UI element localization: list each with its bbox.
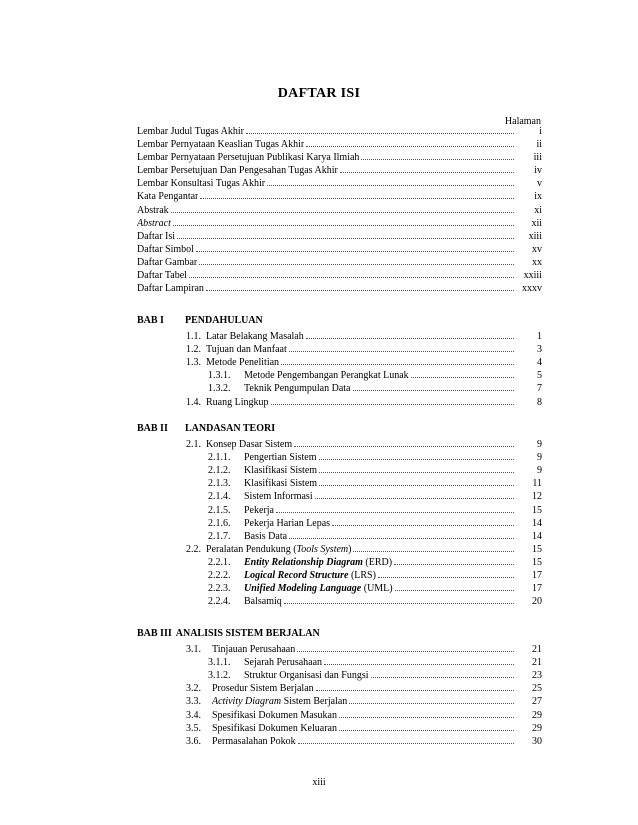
dot-leader [281,356,514,365]
chapter-number: BAB II [137,423,168,434]
toc-entry [137,190,542,203]
dot-leader [289,343,514,352]
dot-leader [378,569,514,578]
toc-entry [208,530,542,543]
label-suffix: Sistem Berjalan [281,696,348,707]
dot-leader [411,369,514,378]
toc-entry [208,517,542,530]
dot-leader [200,190,514,199]
toc-entry-label: Lembar Pernyataan Persetujuan Publikasi Karya Ilmiah [137,152,360,163]
chapter-heading [137,422,275,435]
dot-leader [349,695,514,704]
dot-leader [206,282,514,291]
toc-entry-page: 14 [532,518,542,529]
label-italic: Activity Diagram [212,696,282,707]
chapter-number: BAB I [137,315,164,326]
toc-entry-page: 23 [532,670,542,681]
toc-entry-page: 17 [532,583,542,594]
toc-entry [137,177,542,190]
toc-entry [137,164,542,177]
toc-entry-label: Lembar Pernyataan Keaslian Tugas Akhir [137,139,305,150]
toc-entry-page: 30 [532,736,542,747]
label-italic: Entity Relationship Diagram [244,557,363,568]
toc-entry [186,330,542,343]
dot-leader [177,230,514,239]
toc-entry-page: xxiii [523,270,542,281]
toc-entry-page: 21 [532,644,542,655]
toc-entry-number: 3.1. [186,644,201,655]
dot-leader [394,556,514,565]
toc-entry [208,569,542,582]
toc-entry [186,438,542,451]
label-italic: Unified Modeling Language [244,583,362,594]
toc-entry-label [244,556,392,569]
chapter-title: ANALISIS SISTEM BERJALAN [175,628,320,639]
dot-leader [199,256,514,265]
toc-entry-label: Pekerja [244,505,274,516]
toc-entry-page: 9 [537,439,542,450]
toc-entry-label: Metode Penelitian [206,357,280,368]
toc-entry-page: 29 [532,723,542,734]
dot-leader [246,125,514,134]
toc-entry-number: 3.2. [186,683,201,694]
toc-entry-label: Ruang Lingkup [206,397,269,408]
toc-entry-label: Struktur Organisasi dan Fungsi [244,670,369,681]
toc-entry-number: 2.1.6. [208,518,231,529]
toc-entry [137,230,542,243]
toc-entry-label: Sejarah Perusahaan [244,657,323,668]
toc-entry [137,138,542,151]
dot-leader [171,204,514,213]
dot-leader [332,517,514,526]
toc-entry-label: Klasifikasi Sistem [244,478,318,489]
toc-entry [137,282,542,295]
halaman-label: Halaman [504,116,541,127]
toc-entry-page: xiii [528,231,542,242]
toc-entry-label: Latar Belakang Masalah [206,331,304,342]
toc-entry-number: 1.2. [186,344,201,355]
label-suffix: ) [348,544,352,555]
toc-entry-label: Kata Pengantar [137,191,199,202]
toc-entry-label: Basis Data [244,531,288,542]
dot-leader [294,438,514,447]
toc-entry-page: 27 [532,696,542,707]
toc-entry-page: 15 [532,557,542,568]
toc-entry-label: Prosedur Sistem Berjalan [212,683,314,694]
toc-entry-label: Pengertian Sistem [244,452,317,463]
toc-entry-page: xx [532,257,542,268]
chapter-title: LANDASAN TEORI [185,423,276,434]
toc-entry-label [206,543,351,556]
toc-entry-page: 1 [537,331,542,342]
toc-entry [208,595,542,608]
toc-entry-label: Lembar Persetujuan Dan Pengesahan Tugas Akhir [137,165,338,176]
toc-entry-number: 3.6. [186,736,201,747]
dot-leader [353,543,514,552]
toc-entry-label: Daftar Gambar [137,257,198,268]
toc-entry-label: Daftar Isi [137,231,176,242]
toc-entry-number: 2.1.1. [208,452,231,463]
toc-entry-label: Konsep Dasar Sistem [206,439,293,450]
toc-entry [208,451,542,464]
toc-entry-page: 15 [532,544,542,555]
toc-entry-page: 29 [532,710,542,721]
toc-entry-label: Lembar Judul Tugas Akhir [137,126,244,137]
toc-entry-page: xii [531,218,542,229]
toc-entry-page: xv [532,244,542,255]
toc-entry-page: iv [534,165,542,176]
dot-leader [319,451,515,460]
dot-leader [395,582,514,591]
toc-entry-number: 3.4. [186,710,201,721]
toc-entry-label: Teknik Pengumpulan Data [244,383,351,394]
toc-entry [137,204,542,217]
toc-entry [186,396,542,409]
toc-entry [186,682,542,695]
toc-entry-label [244,582,393,595]
dot-leader [306,138,514,147]
label-italic: Logical Record Structure [244,570,349,581]
toc-entry-number: 2.1.3. [208,478,231,489]
toc-entry [186,643,542,656]
toc-entry-page: 15 [532,505,542,516]
toc-entry-page: iii [533,152,542,163]
toc-entry [208,369,542,382]
toc-entry [186,709,542,722]
toc-entry-label: Daftar Lampiran [137,283,204,294]
toc-entry [186,722,542,735]
dot-leader [267,177,514,186]
toc-entry-label: Daftar Tabel [137,270,187,281]
dot-leader [284,595,514,604]
dot-leader [306,330,514,339]
toc-entry [208,490,542,503]
toc-entry-label: Spesifikasi Dokumen Masukan [212,710,337,721]
toc-entry-page: v [537,178,542,189]
toc-entry-page: 9 [537,465,542,476]
toc-entry-label: Sistem Informasi [244,491,313,502]
dot-leader [276,504,514,513]
toc-entry [208,656,542,669]
toc-entry-page: i [539,126,542,137]
toc-entry-number: 1.3.1. [208,370,231,381]
toc-entry-number: 2.2.4. [208,596,231,607]
toc-entry-label: Balsamiq [244,596,282,607]
dot-leader [353,382,515,391]
toc-entry-number: 2.2.2. [208,570,231,581]
toc-entry [186,356,542,369]
toc-entry [186,543,542,556]
toc-entry [208,504,542,517]
toc-entry-number: 3.1.1. [208,657,231,668]
toc-entry-number: 2.1.2. [208,465,231,476]
toc-entry [208,669,542,682]
toc-entry [186,735,542,748]
chapter-heading [137,627,320,640]
toc-entry-page: 8 [537,397,542,408]
toc-entry [208,477,542,490]
toc-entry-number: 3.5. [186,723,201,734]
toc-entry [208,582,542,595]
dot-leader [271,396,515,405]
toc-entry-page: 3 [537,344,542,355]
toc-entry-label: Abstrak [137,205,169,216]
toc-entry [208,556,542,569]
toc-entry-number: 1.3.2. [208,383,231,394]
label-prefix: Peralatan Pendukung ( [206,544,297,555]
dot-leader [289,530,514,539]
chapter-title: PENDAHULUAN [185,315,263,326]
toc-entry-label: Spesifikasi Dokumen Keluaran [212,723,337,734]
toc-entry-label [244,569,376,582]
toc-entry-number: 2.1.7. [208,531,231,542]
dot-leader [297,643,514,652]
dot-leader [324,656,514,665]
toc-entry-label: Lembar Konsultasi Tugas Akhir [137,178,266,189]
toc-entry-number: 2.1.4. [208,491,231,502]
toc-entry-number: 3.3. [186,696,201,707]
toc-entry [137,217,542,230]
toc-entry [137,243,542,256]
toc-entry-number: 2.2.1. [208,557,231,568]
dot-leader [189,269,514,278]
toc-entry [208,464,542,477]
toc-entry-number: 3.1.2. [208,670,231,681]
toc-entry-number: 1.3. [186,357,201,368]
toc-entry-number: 1.4. [186,397,201,408]
toc-entry-page: 14 [532,531,542,542]
footer-page-number: xiii [312,777,326,788]
toc-entry-page: 5 [537,370,542,381]
toc-entry-number: 1.1. [186,331,201,342]
toc-entry-page: 7 [537,383,542,394]
dot-leader [196,243,514,252]
toc-entry-page: 20 [532,596,542,607]
toc-entry-number: 2.1.5. [208,505,231,516]
toc-entry-page: 9 [537,452,542,463]
toc-entry-number: 2.2. [186,544,201,555]
toc-entry-label: Daftar Simbol [137,244,194,255]
toc-entry-page: xxxv [522,283,542,294]
toc-entry-label: Klasifikasi Sistem [244,465,318,476]
dot-leader [315,490,514,499]
toc-entry-page: xi [534,205,542,216]
toc-entry-page: ix [534,191,542,202]
dot-leader [339,709,514,718]
toc-entry-page: 12 [532,491,542,502]
dot-leader [340,164,514,173]
toc-entry-page: 25 [532,683,542,694]
toc-entry [137,151,542,164]
toc-entry [208,382,542,395]
toc-entry [137,125,542,138]
page-title: DAFTAR ISI [277,86,361,101]
label-suffix: (UML) [361,583,393,594]
toc-entry-page: 17 [532,570,542,581]
toc-entry-label: Pekerja Harian Lepas [244,518,331,529]
toc-entry-label: Metode Pengembangan Perangkat Lunak [244,370,409,381]
chapter-heading [137,314,263,327]
toc-entry-page: ii [536,139,542,150]
dot-leader [339,722,514,731]
dot-leader [173,217,514,226]
toc-entry-label [212,695,347,708]
label-suffix: (ERD) [362,557,393,568]
toc-entry [186,343,542,356]
toc-entry [137,256,542,269]
dot-leader [316,682,514,691]
dot-leader [319,477,514,486]
toc-entry-label: Tujuan dan Manfaat [206,344,287,355]
toc-entry-page: 11 [532,478,542,489]
dot-leader [371,669,514,678]
label-suffix: (LRS) [348,570,376,581]
label-italic: Tools System [296,544,349,555]
toc-entry-number: 2.1. [186,439,201,450]
toc-entry-page: 4 [537,357,542,368]
dot-leader [319,464,514,473]
toc-entry-number: 2.2.3. [208,583,231,594]
chapter-number: BAB III [137,628,172,639]
toc-entry-label: Permasalahan Pokok [212,736,296,747]
toc-entry [137,269,542,282]
toc-entry [186,695,542,708]
toc-entry-page: 21 [532,657,542,668]
toc-entry-label: Abstract [137,218,171,229]
toc-entry-label: Tinjauan Perusahaan [212,644,296,655]
dot-leader [361,151,514,160]
dot-leader [298,735,514,744]
